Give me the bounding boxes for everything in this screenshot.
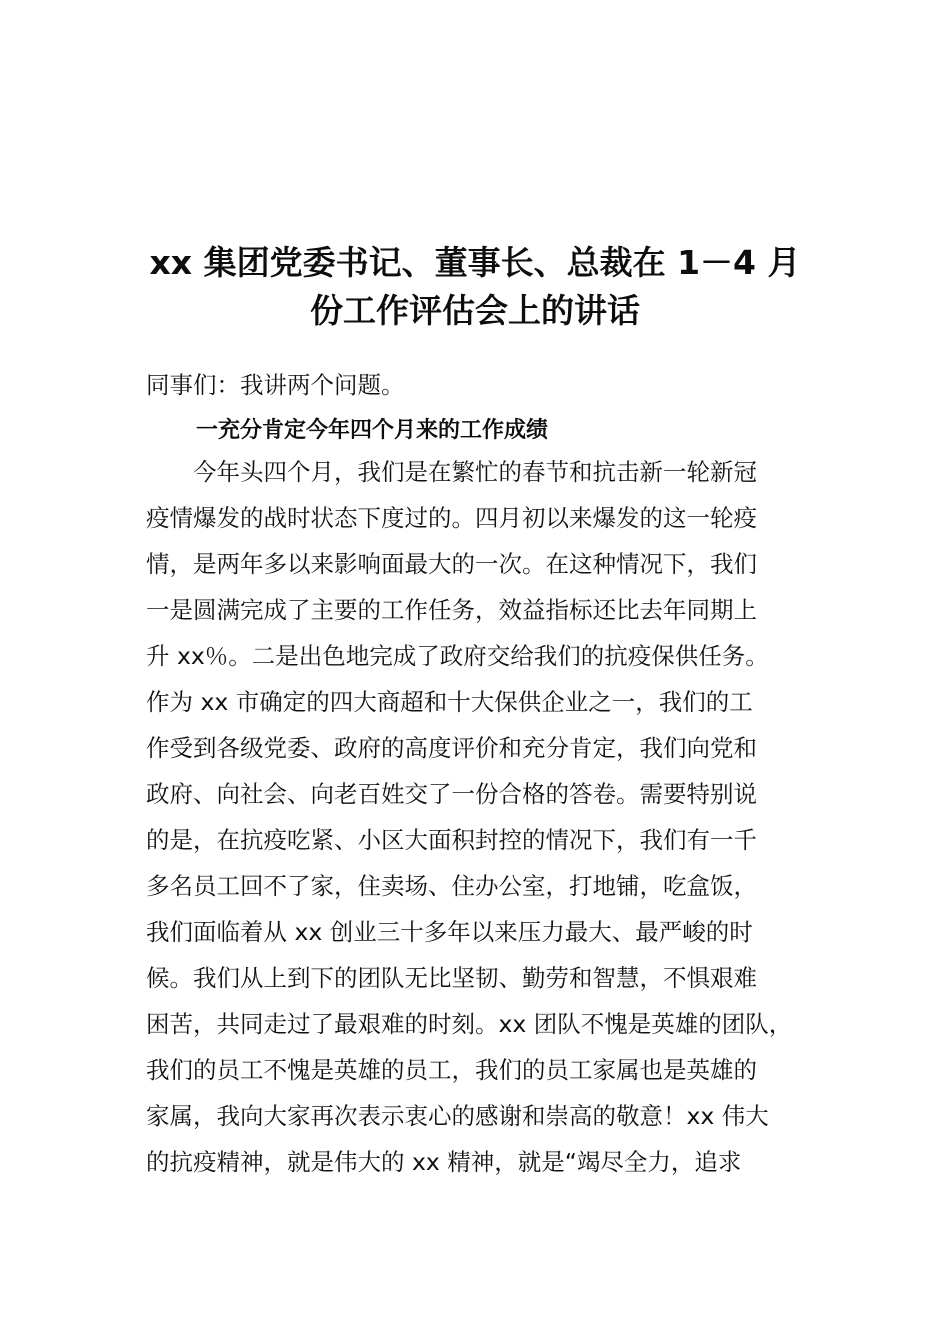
body-line: 困苦，共同走过了最艰难的时刻。xx 团队不愧是英雄的团队， bbox=[146, 1010, 793, 1038]
body-line: 今年头四个月，我们是在繁忙的春节和抗击新一轮新冠 bbox=[146, 458, 757, 486]
greeting-line: 同事们：我讲两个问题。 bbox=[146, 371, 405, 399]
document-title-line-1: xx 集团党委书记、董事长、总裁在 1－4 月 bbox=[149, 243, 801, 282]
document-title-line-2: 份工作评估会上的讲话 bbox=[310, 291, 640, 330]
body-line: 一是圆满完成了主要的工作任务，效益指标还比去年同期上 bbox=[146, 596, 757, 624]
body-line: 我们面临着从 xx 创业三十多年以来压力最大、最严峻的时 bbox=[146, 918, 753, 946]
body-line: 升 xx％。二是出色地完成了政府交给我们的抗疫保供任务。 bbox=[146, 642, 769, 670]
body-line: 的抗疫精神，就是伟大的 xx 精神，就是“竭尽全力，追求 bbox=[146, 1148, 742, 1176]
section-heading-1: 一充分肯定今年四个月来的工作成绩 bbox=[196, 418, 549, 443]
body-line: 作为 xx 市确定的四大商超和十大保供企业之一，我们的工 bbox=[146, 688, 753, 716]
body-line: 家属，我向大家再次表示衷心的感谢和崇高的敬意！xx 伟大 bbox=[146, 1102, 769, 1130]
body-line: 多名员工回不了家，住卖场、住办公室，打地铺，吃盒饭， bbox=[146, 872, 757, 900]
body-line: 的是，在抗疫吃紧、小区大面积封控的情况下，我们有一千 bbox=[146, 826, 757, 854]
body-line: 疫情爆发的战时状态下度过的。四月初以来爆发的这一轮疫 bbox=[146, 504, 757, 532]
body-line: 作受到各级党委、政府的高度评价和充分肯定，我们向党和 bbox=[146, 734, 757, 762]
body-line: 候。我们从上到下的团队无比坚韧、勤劳和智慧，不惧艰难 bbox=[146, 964, 757, 992]
body-line: 我们的员工不愧是英雄的员工，我们的员工家属也是英雄的 bbox=[146, 1056, 757, 1084]
body-line: 情，是两年多以来影响面最大的一次。在这种情况下，我们 bbox=[146, 550, 757, 578]
body-line: 政府、向社会、向老百姓交了一份合格的答卷。需要特别说 bbox=[146, 780, 757, 808]
